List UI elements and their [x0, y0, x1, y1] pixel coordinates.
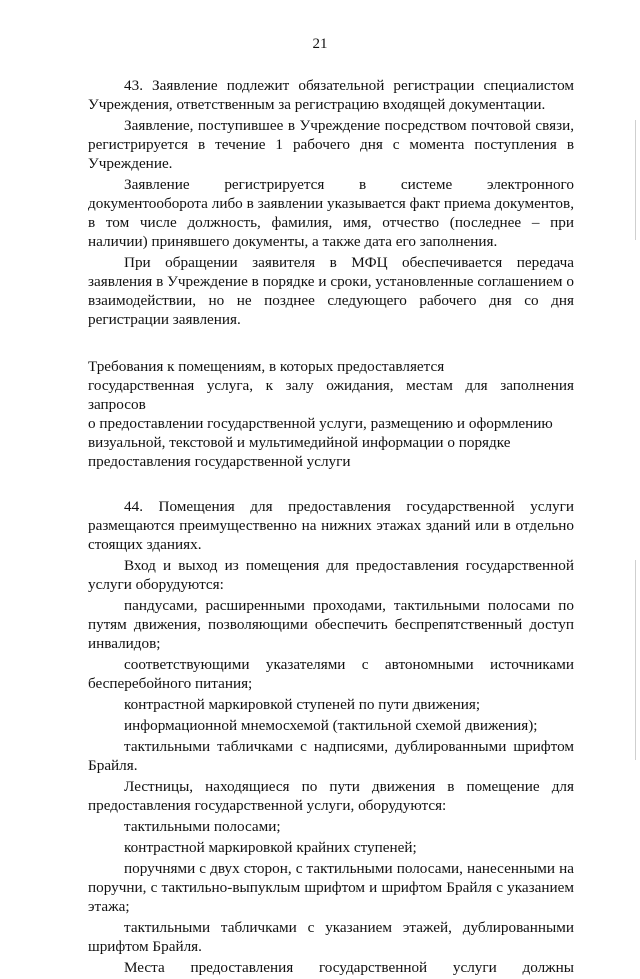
section-heading [88, 357, 574, 471]
paragraph: При обращении заявителя в МФЦ обеспечивается передача заявления в Учреждение в порядке и сроки, установленные соглашением о взаимодействии, но не позднее следующего рабочего дня со дня регистрации заявления. [88, 254, 574, 328]
paragraph-44: 44. Помещения для предоставления государственной услуги размещаются преимущественно на нижних этажах зданий или в отдельно стоящих зданиях. [88, 498, 574, 553]
list-item: тактильными табличками с надписями, дублированными шрифтом Брайля. [88, 738, 574, 774]
paragraph: Места предоставления государственной услуги должны [124, 959, 574, 976]
paragraph-43: 43. Заявление подлежит обязательной регистрации специалистом Учреждения, ответственным за регистрацию входящей документации. [88, 77, 574, 113]
list-item: тактильными табличками с указанием этажей, дублированными шрифтом Брайля. [88, 919, 574, 955]
document-body [88, 76, 574, 979]
scan-edge-mark [635, 120, 636, 240]
paragraph: Лестницы, находящиеся по пути движения в помещение для предоставления государственной услуги, оборудуются: [88, 778, 574, 814]
list-item: контрастной маркировкой крайних ступеней; [124, 839, 417, 856]
heading-line: предоставления государственной услуги [88, 453, 351, 470]
paragraph: Вход и выход из помещения для предоставления государственной услуги оборудуются: [88, 557, 574, 593]
paragraph: Заявление регистрируется в системе электронного документооборота либо в заявлении указывается факт приема документов, в том числе должность, фамилия, имя, отчество (последнее – при наличии) принявшего документы, а также дата его заполнения. [88, 176, 574, 250]
paragraph: Заявление, поступившее в Учреждение посредством почтовой связи, регистрируется в течение 1 рабочего дня с момента поступления в Учреждение. [88, 117, 574, 172]
list-item: соответствующими указателями с автономными источниками бесперебойного питания; [88, 656, 574, 692]
heading-line: о предоставлении государственной услуги, размещению и оформлению [88, 415, 553, 432]
list-item: пандусами, расширенными проходами, тактильными полосами по путям движения, позволяющими обеспечить беспрепятственный доступ инвалидов; [88, 597, 574, 652]
list-item: контрастной маркировкой ступеней по пути движения; [124, 696, 481, 713]
list-item: поручнями с двух сторон, с тактильными полосами, нанесенными на поручни, с тактильно-выпуклым шрифтом и шрифтом Брайля с указанием этажа; [88, 860, 574, 915]
heading-line: визуальной, текстовой и мультимедийной информации о порядке [88, 434, 511, 451]
heading-line: государственная услуга, к залу ожидания, местам для заполнения запросов [88, 377, 574, 413]
page-number: 21 [312, 36, 328, 52]
list-item: тактильными полосами; [124, 818, 281, 835]
heading-line: Требования к помещениям, в которых предоставляется [88, 358, 445, 375]
scan-edge-mark [635, 560, 636, 760]
list-item: информационной мнемосхемой (тактильной схемой движения); [124, 717, 538, 734]
